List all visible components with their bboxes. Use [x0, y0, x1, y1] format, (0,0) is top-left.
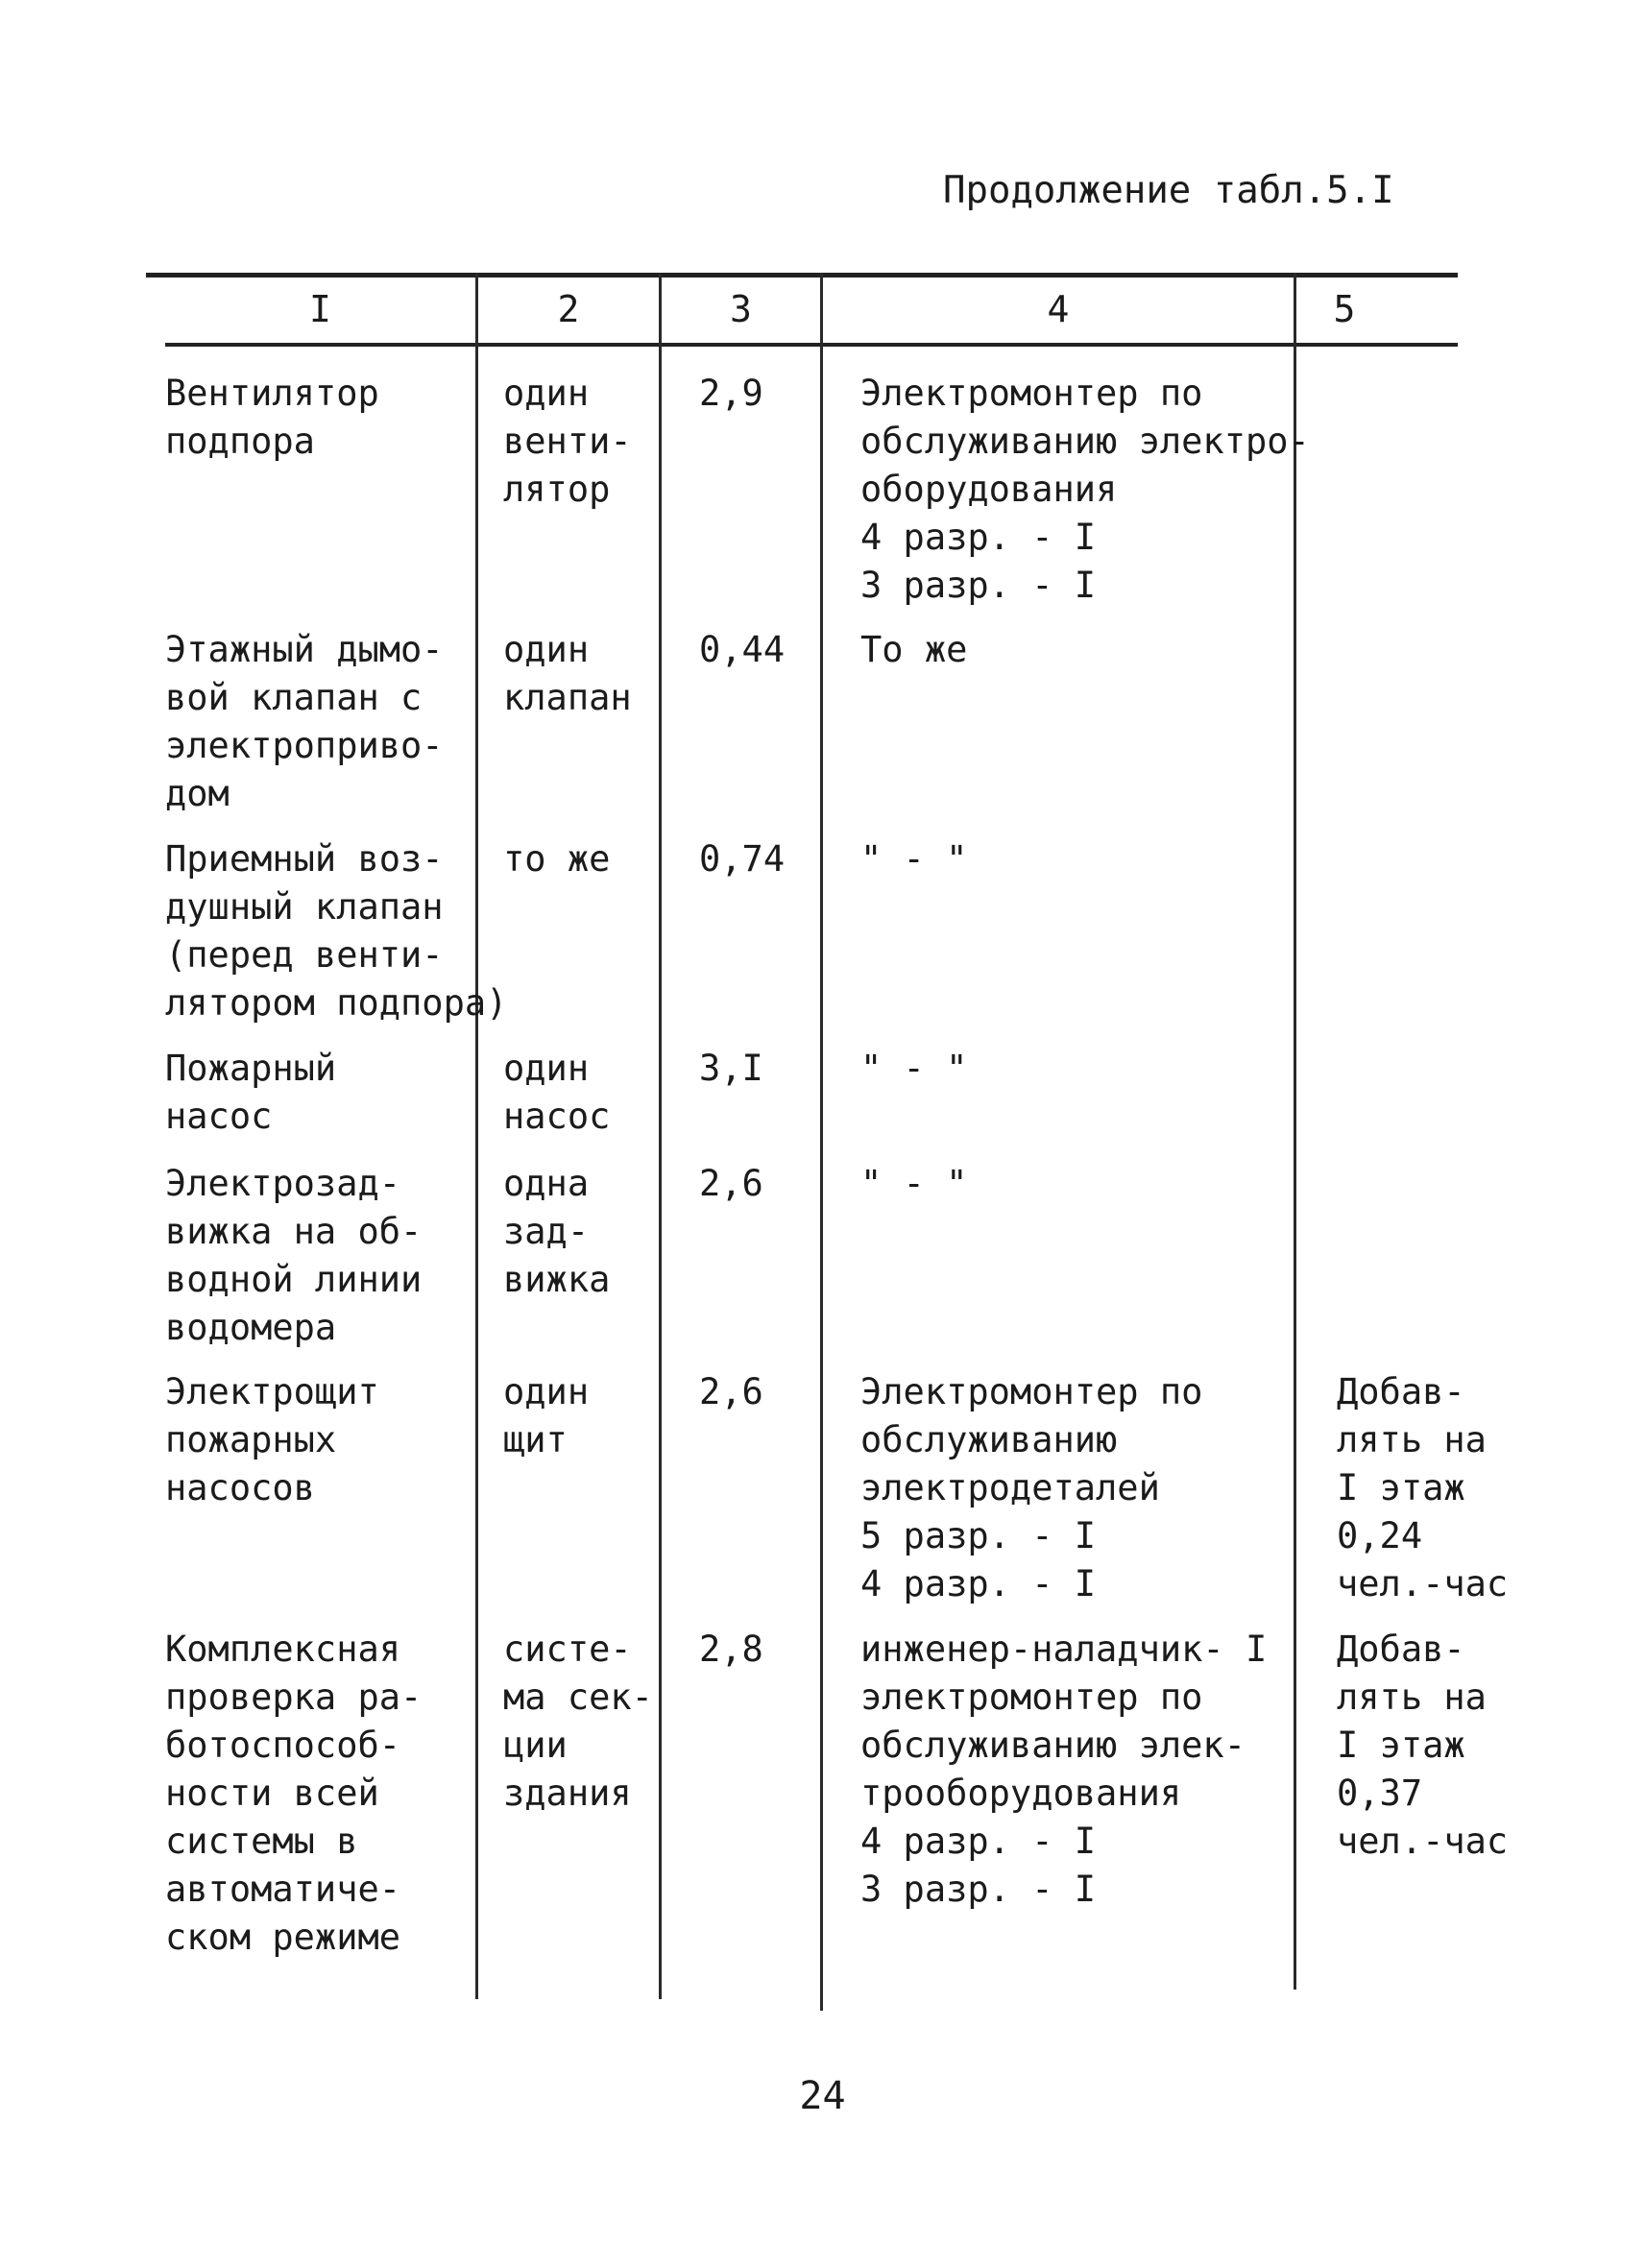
cell-line: То же [860, 629, 968, 670]
cell-line: вижка на об- [165, 1211, 423, 1252]
cell-line: здания [503, 1773, 632, 1814]
personnel-cell [860, 370, 1310, 610]
cell-line: водной линии [165, 1259, 423, 1300]
cell-line: " - " [860, 838, 968, 880]
cell-line: 4 разр. - I [860, 1563, 1097, 1604]
cell-line: I этаж [1337, 1467, 1465, 1508]
cell-line: ма сек- [503, 1677, 653, 1718]
cell-line: клапан [503, 677, 632, 718]
cell-line: чел.-час [1337, 1821, 1509, 1862]
unit-cell [503, 626, 632, 722]
unit-cell [503, 1626, 653, 1818]
personnel-cell [860, 835, 967, 883]
cell-line: Добав- [1337, 1371, 1465, 1412]
cell-line: лятор [503, 469, 611, 510]
cell-line: " - " [860, 1048, 968, 1089]
personnel-cell [860, 1368, 1202, 1608]
labor-cost-cell [699, 626, 785, 674]
column-header-3: 3 [730, 288, 752, 330]
item-name-cell [165, 1368, 379, 1512]
labor-cost-cell [699, 1045, 763, 1093]
cell-line: лятором подпора) [165, 982, 508, 1024]
column-header-5: 5 [1333, 288, 1356, 330]
cell-line: 5 разр. - I [860, 1515, 1097, 1556]
cell-line: 3,I [699, 1048, 763, 1089]
labor-cost-cell [699, 1368, 763, 1416]
cell-line: проверка ра- [165, 1677, 423, 1718]
cell-line: зад- [503, 1211, 590, 1252]
column-header-4: 4 [1047, 288, 1070, 330]
cell-line: системы в [165, 1821, 358, 1862]
cell-line: Электромонтер по [860, 373, 1203, 414]
item-name-cell [165, 370, 379, 466]
cell-line: 0,74 [699, 838, 786, 880]
cell-line: обслуживанию элек- [860, 1725, 1246, 1766]
cell-line: 2,8 [699, 1629, 763, 1670]
note-cell [1337, 1626, 1508, 1866]
labor-cost-cell [699, 1160, 763, 1208]
unit-cell [503, 1045, 610, 1141]
cell-line: Электрозад- [165, 1163, 401, 1204]
column-divider-2 [659, 273, 662, 1999]
item-name-cell [165, 1626, 422, 1962]
cell-line: 2,6 [699, 1163, 763, 1204]
cell-line: инженер-наладчик- I [860, 1629, 1268, 1670]
item-name-cell [165, 1045, 336, 1141]
cell-line: Вентилятор [165, 373, 379, 414]
labor-cost-cell [699, 835, 785, 883]
personnel-cell [860, 1160, 967, 1208]
labor-cost-cell [699, 1626, 763, 1674]
cell-line: насос [165, 1096, 273, 1137]
cell-line: Электромонтер по [860, 1371, 1203, 1412]
item-name-cell [165, 1160, 422, 1352]
cell-line: электродеталей [860, 1467, 1160, 1508]
cell-line: один [503, 629, 590, 670]
column-divider-3 [820, 273, 823, 2011]
page-number: 24 [799, 2074, 846, 2118]
personnel-cell [860, 626, 967, 674]
cell-line: один [503, 373, 590, 414]
unit-cell [503, 1368, 589, 1464]
personnel-cell [860, 1626, 1267, 1914]
cell-line: то же [503, 838, 611, 880]
cell-line: один [503, 1371, 590, 1412]
cell-line: вижка [503, 1259, 611, 1300]
header-bottom-rule [165, 343, 1458, 347]
unit-cell [503, 1160, 610, 1304]
cell-line: (перед венти- [165, 934, 444, 976]
cell-line: обслуживанию [860, 1419, 1118, 1460]
cell-line: 2,9 [699, 373, 763, 414]
cell-line: подпора [165, 421, 315, 462]
cell-line: 0,37 [1337, 1773, 1423, 1814]
cell-line: 3 разр. - I [860, 565, 1097, 606]
labor-cost-cell [699, 370, 763, 418]
column-divider-1 [475, 273, 478, 1999]
cell-line: обслуживанию электро- [860, 421, 1310, 462]
table-continuation-caption: Продолжение табл.5.I [943, 169, 1394, 212]
cell-line: один [503, 1048, 590, 1089]
cell-line: I этаж [1337, 1725, 1465, 1766]
item-name-cell [165, 835, 507, 1027]
cell-line: Добав- [1337, 1629, 1465, 1670]
table-top-rule [146, 273, 1458, 277]
cell-line: Приемный воз- [165, 838, 444, 880]
cell-line: 0,24 [1337, 1515, 1423, 1556]
cell-line: ботоспособ- [165, 1725, 401, 1766]
cell-line: ции [503, 1725, 568, 1766]
cell-line: 0,44 [699, 629, 786, 670]
cell-line: пожарных [165, 1419, 337, 1460]
cell-line: Пожарный [165, 1048, 337, 1089]
cell-line: 4 разр. - I [860, 1821, 1097, 1862]
cell-line: душный клапан [165, 886, 444, 928]
cell-line: автоматиче- [165, 1869, 401, 1910]
item-name-cell [165, 626, 444, 818]
note-cell [1337, 1368, 1508, 1608]
column-header-1: I [309, 288, 331, 330]
unit-cell [503, 370, 632, 514]
cell-line: электроприво- [165, 725, 444, 766]
cell-line: 2,6 [699, 1371, 763, 1412]
cell-line: электромонтер по [860, 1677, 1203, 1718]
cell-line: 3 разр. - I [860, 1869, 1097, 1910]
cell-line: лять на [1337, 1677, 1487, 1718]
cell-line: " - " [860, 1163, 968, 1204]
cell-line: венти- [503, 421, 632, 462]
cell-line: ности всей [165, 1773, 379, 1814]
cell-line: Электрощит [165, 1371, 379, 1412]
cell-line: лять на [1337, 1419, 1487, 1460]
cell-line: Комплексная [165, 1629, 401, 1670]
cell-line: щит [503, 1419, 568, 1460]
cell-line: насос [503, 1096, 611, 1137]
cell-line: оборудования [860, 469, 1118, 510]
cell-line: трооборудования [860, 1773, 1182, 1814]
cell-line: чел.-час [1337, 1563, 1509, 1604]
cell-line: Этажный дымо- [165, 629, 444, 670]
cell-line: систе- [503, 1629, 632, 1670]
column-header-2: 2 [557, 288, 580, 330]
cell-line: вой клапан с [165, 677, 423, 718]
cell-line: 4 разр. - I [860, 517, 1097, 558]
cell-line: насосов [165, 1467, 315, 1508]
unit-cell [503, 835, 610, 883]
cell-line: ском режиме [165, 1917, 401, 1958]
cell-line: водомера [165, 1307, 337, 1348]
cell-line: дом [165, 773, 230, 814]
cell-line: одна [503, 1163, 590, 1204]
personnel-cell [860, 1045, 967, 1093]
